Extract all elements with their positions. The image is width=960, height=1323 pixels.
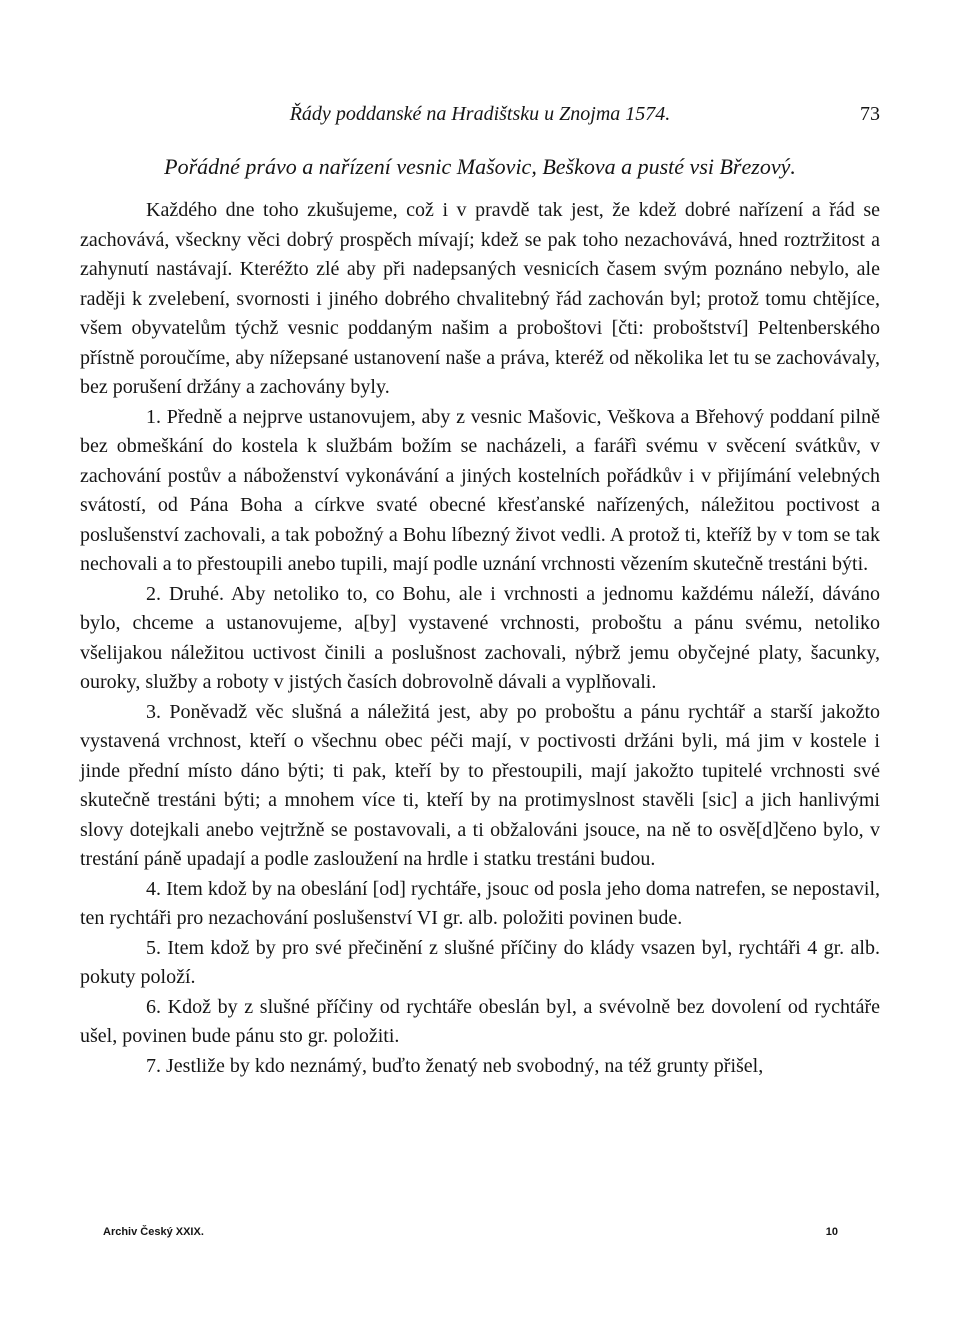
- paragraph-article-7: 7. Jestliže by kdo neznámý, buďto ženatý neb svobodný, na též grunty přišel,: [146, 1054, 764, 1077]
- page-number: 73: [860, 103, 880, 125]
- section-title: Pořádné právo a nařízení vesnic Mašovic, Beškova a pusté vsi Březový.: [164, 154, 796, 179]
- paragraph-article-6: 6. Kdož by z slušné příčiny od rychtáře obeslán byl, a svévolně bez dovolení od rychtáře ušel, povinen bude pánu sto gr. položiti.: [80, 995, 880, 1047]
- running-head: [80, 103, 880, 133]
- paragraph-intro: Každého dne toho zkušujeme, což i v pravdě tak jest, že kdež dobré nařízení a řád se zachovává, všeckny věci dobrý prospěch mívají; kdež se pak toho nezachovává, hned roztržitost a zahynutí nastávají. Kteréžto zlé aby při nadepsaných vesnicích časem svým poznáno nebylo, ale raději k zvelebení, svornosti i jiného dobrého chvalitebný řád zachován byl; protož tomu chtějíce, všem obyvatelům týchž vesnic poddaným našim a proboštovi [čti: proboštství] Peltenberského přístně poroučíme, aby nížepsané ustanovení naše a práva, kteréž od několika let tu se zachovávaly, bez porušení držány a zachovány byly.: [80, 199, 880, 398]
- paragraph-article-5: 5. Item kdož by pro své přečinění z slušné příčiny do klády vsazen byl, rychtáři 4 gr. alb. pokuty položí.: [80, 936, 880, 988]
- running-title: Řády poddanské na Hradištsku u Znojma 1574.: [289, 103, 671, 125]
- paragraph-article-2: 2. Druhé. Aby netoliko to, co Bohu, ale i vrchnosti a jednomu každému náleží, dáváno bylo, chceme a ustanovujeme, a[by] vystavené vrchnosti, proboštu a pánu svému, netoliko všelijakou náležitou uctivost činili a poslušnost zachovali, nýbrž jemu obyčejné platy, šacunky, ouroky, služby a roboty v jistých časích dobrovolně dávali a vyplňovali.: [80, 582, 880, 693]
- footer-signature: Archiv Český XXIX.: [103, 1226, 204, 1238]
- body-text: [80, 196, 880, 1081]
- paragraph-article-4: 4. Item kdož by na obeslání [od] rychtáře, jsouc od posla jeho doma natrefen, se nepostavil, ten rychtáři pro nezachování poslušenství VI gr. alb. položiti povinen bude.: [80, 877, 880, 929]
- page-footer: [103, 1226, 838, 1246]
- paragraph-article-1: 1. Předně a nejprve ustanovujem, aby z vesnic Mašovic, Veškova a Břehový poddaní pilně bez obmeškání do kostela k službám božím se nacházeli, a farářì svému v svěcení svátkův, v zachování postův a náboženství vykonávání a jiných kostelních pořádkův i v přijímání velebných svátostí, od Pána Boha a církve svaté obecné křesťanské nařízených, náležitou poctivost a poslušenství zachovali, a tak pobožný a Bohu líbezný život vedli. A protož ti, kteříž by v tom se tak nechovali a to přestoupili anebo tupili, mají podle uznání vrchnosti vězením skutečně trestáni býti.: [80, 405, 880, 575]
- paragraph-article-3: 3. Poněvadž věc slušná a náležitá jest, aby po proboštu a pánu rychtář a starší jakožto vystavená vrchnost, kteří o všechnu obec péči mají, v poctivosti držáni byli, má jim v kostele i jinde přední místo dáno býti; ti pak, kteří by to přestoupili, mají jakožto tupitelé vrchnosti své skutečně trestáni býti; a mnohem více ti, kteří by na protimyslnost stavěli [sic] a jich hanlivými slovy dotejkali anebo vejtržně se postavovali, a ti obžalováni jsouce, na ně to osvě[d]čeno bylo, v trestání páně upadají a podle zasloužení na hrdle i statku trestáni budou.: [80, 700, 880, 870]
- footer-sheet-number: 10: [825, 1226, 838, 1238]
